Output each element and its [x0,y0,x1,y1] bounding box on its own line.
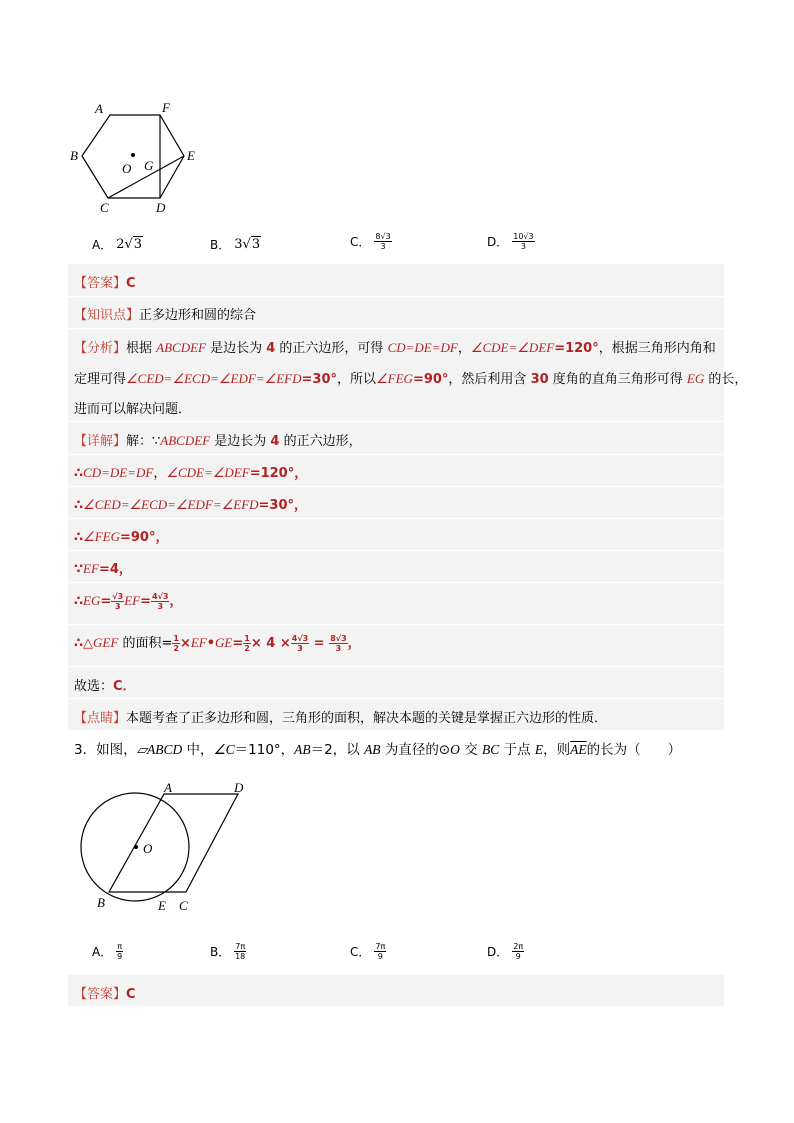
detail-line-2: ∴CD=DE=DF，∠CDE=∠DEF=120°， [74,465,308,481]
detail-line-8: 故选：C． [74,679,136,694]
knowledge-row: 【知识点】正多边形和圆的综合 [74,308,257,323]
label-f: F [162,100,170,115]
hexagon-figure [70,98,210,216]
q3-option-a[interactable]: A． $\frac{\pi}{9}$ [92,942,123,961]
question-3: 3．如图，▱ABCD 中，∠C＝110°，AB＝2，以 AB 为直径的⊙O 交 BC 于点 E，则$\overline{AE}$的长为（ ） [74,742,682,758]
q3-option-d[interactable]: D． $\frac{2\pi}{9}$ [487,942,524,961]
q2-option-a[interactable]: A． 2√3 [92,237,143,252]
answer-row: 【答案】C [74,276,136,291]
label-g: G [144,158,154,173]
label-e: E [187,148,195,163]
label-b: B [70,148,78,163]
label-c: C [179,898,188,913]
label-e: E [158,898,166,913]
label-d: D [156,200,166,215]
detail-line-7: ∴△GEF 的面积= $\frac{1}{2}$ ×EF•GE= $\frac{1}{2}$ × 4 × $\frac{4√3}{3}$ = $\frac{8√3}{3}$ ， [74,634,361,653]
q3-option-c[interactable]: C． $\frac{7\pi}{9}$ [350,942,386,961]
label-o: O [143,841,153,856]
label-d: D [234,780,244,795]
label-b: B [97,895,105,910]
label-o: O [122,161,132,176]
parallelogram-circle-figure [80,776,260,916]
detail-line-3: ∴∠CED=∠ECD=∠EDF=∠EFD=30°， [74,497,308,513]
detail-line-4: ∴∠FEG=90°， [74,529,169,545]
label-a: A [95,101,103,116]
fenxi-line-2: 定理可得∠CED=∠ECD=∠EDF=∠EFD=30°，所以∠FEG=90°，然后利用含 30 度角的直角三角形可得 EG 的长， [74,371,748,387]
q2-option-b[interactable]: B． 3√3 [210,237,261,252]
q3-option-b[interactable]: B． $\frac{7\pi}{18}$ [210,942,246,961]
center-point [134,845,138,849]
fenxi-line-3: 进而可以解决问题． [74,402,192,417]
fenxi-line-1: 【分析】根据 ABCDEF 是边长为 4 的正六边形，可得 CD=DE=DF，∠CDE=∠DEF=120°，根据三角形内角和 [74,340,716,356]
detail-line-6: ∴EG= $\frac{√3}{3}$ EF= $\frac{4√3}{3}$ ， [74,592,183,611]
detail-line-5: ∵EF=4， [74,561,132,577]
q2-option-c[interactable]: C． $\frac{8√3}{3}$ [350,232,391,251]
q3-answer-row: 【答案】C [74,987,136,1002]
dianjing-row: 【点睛】本题考查了正多边形和圆，三角形的面积，解决本题的关键是掌握正六边形的性质． [74,711,608,726]
center-point [131,153,135,157]
label-a: A [164,780,172,795]
label-c: C [100,200,109,215]
q2-option-d[interactable]: D． $\frac{10√3}{3}$ [487,232,534,251]
detail-line-1: 【详解】解：∵ABCDEF 是边长为 4 的正六边形， [74,433,362,449]
